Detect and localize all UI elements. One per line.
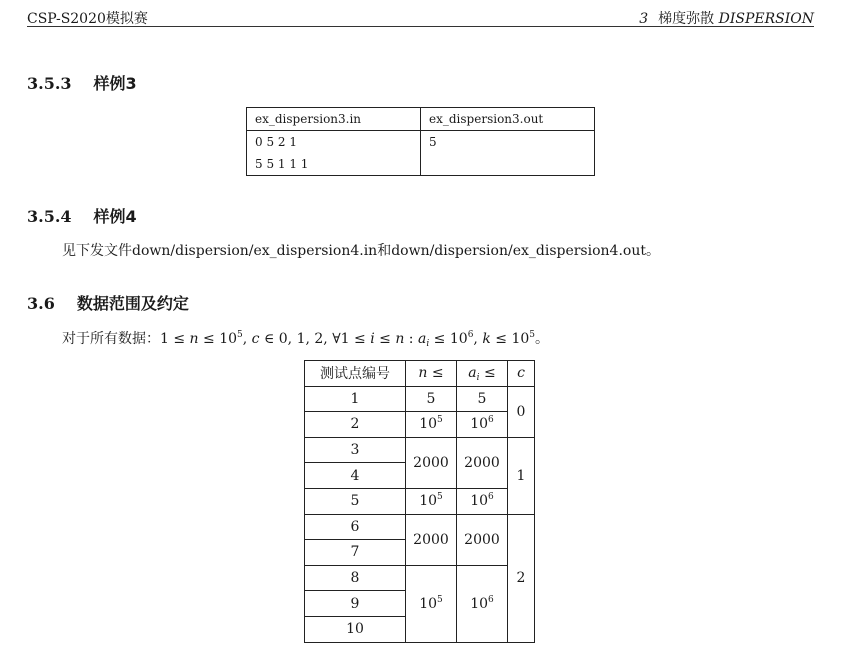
sample-out-header: ex_dispersion3.out bbox=[421, 108, 595, 131]
cell-id: 8 bbox=[305, 565, 406, 591]
table-header-row bbox=[305, 361, 535, 387]
header-rule bbox=[27, 26, 814, 27]
section-number: 3.5.3 bbox=[27, 74, 72, 93]
header-test-id: 测试点编号 bbox=[305, 361, 406, 387]
sample-out-empty bbox=[421, 153, 595, 176]
cell-a: 2000 bbox=[457, 514, 508, 565]
constraints-formula: $1 \le n \le 10^5$, c ∈ 0, 1, 2, ∀1 ≤ i ≤ n : $a_i \le 10^6$, $k \le 10^5$ bbox=[160, 330, 535, 349]
cell-c: 2 bbox=[508, 514, 535, 642]
header-a: $a_i$ ≤ bbox=[457, 361, 508, 387]
cell-id: 6 bbox=[305, 514, 406, 540]
running-header-right bbox=[639, 8, 814, 28]
header-c: c bbox=[508, 361, 535, 387]
section-number: 3.6 bbox=[27, 294, 55, 313]
sample-in-line: 5 5 1 1 1 bbox=[247, 153, 421, 176]
cell-c: 1 bbox=[508, 437, 535, 514]
cell-id: 2 bbox=[305, 412, 406, 438]
cell-n: $10^5$ bbox=[406, 488, 457, 514]
cell-n: $10^5$ bbox=[406, 565, 457, 642]
sample-out-line: 5 bbox=[421, 131, 595, 154]
constraints-paragraph bbox=[62, 328, 549, 348]
cell-a: 2000 bbox=[457, 437, 508, 488]
table-row bbox=[305, 488, 535, 514]
cell-n: 2000 bbox=[406, 437, 457, 488]
sample-in-header: ex_dispersion3.in bbox=[247, 108, 421, 131]
section-3-5-4-heading bbox=[27, 204, 137, 227]
header-n: n ≤ bbox=[406, 361, 457, 387]
cell-id: 4 bbox=[305, 463, 406, 489]
sample-4-paragraph: 见下发文件down/dispersion/ex_dispersion4.in和down/dispersion/ex_dispersion4.out。 bbox=[62, 243, 660, 259]
running-header-left: CSP-S2020模拟赛 bbox=[27, 11, 148, 27]
cell-a: $10^6$ bbox=[457, 565, 508, 642]
section-number: 3.5.4 bbox=[27, 207, 72, 226]
cell-n: 5 bbox=[406, 386, 457, 412]
section-title: 样例4 bbox=[93, 207, 137, 226]
data-range-table bbox=[304, 360, 535, 643]
section-title: 样例3 bbox=[93, 74, 137, 93]
sample-in-line: 0 5 2 1 bbox=[247, 131, 421, 154]
table-row bbox=[305, 514, 535, 540]
section-3-5-3-heading bbox=[27, 71, 137, 94]
cell-id: 3 bbox=[305, 437, 406, 463]
sample-3-table bbox=[246, 107, 595, 176]
table-row bbox=[305, 437, 535, 463]
chapter-title: 梯度弥散 bbox=[658, 11, 715, 27]
cell-a: 5 bbox=[457, 386, 508, 412]
cell-id: 1 bbox=[305, 386, 406, 412]
cell-a: $10^6$ bbox=[457, 488, 508, 514]
table-row bbox=[305, 386, 535, 412]
constraints-suffix: 。 bbox=[535, 331, 549, 347]
table-row bbox=[305, 565, 535, 591]
cell-id: 7 bbox=[305, 540, 406, 566]
cell-n: 2000 bbox=[406, 514, 457, 565]
table-row bbox=[305, 412, 535, 438]
cell-c: 0 bbox=[508, 386, 535, 437]
section-title: 数据范围及约定 bbox=[76, 294, 189, 313]
cell-n: $10^5$ bbox=[406, 412, 457, 438]
constraints-prefix: 对于所有数据： bbox=[62, 331, 160, 347]
cell-a: $10^6$ bbox=[457, 412, 508, 438]
chapter-number: 3 bbox=[639, 11, 649, 27]
cell-id: 10 bbox=[305, 616, 406, 642]
chapter-title-en: DISPERSION bbox=[718, 11, 814, 27]
section-3-6-heading bbox=[27, 291, 189, 314]
cell-id: 9 bbox=[305, 591, 406, 617]
cell-id: 5 bbox=[305, 488, 406, 514]
